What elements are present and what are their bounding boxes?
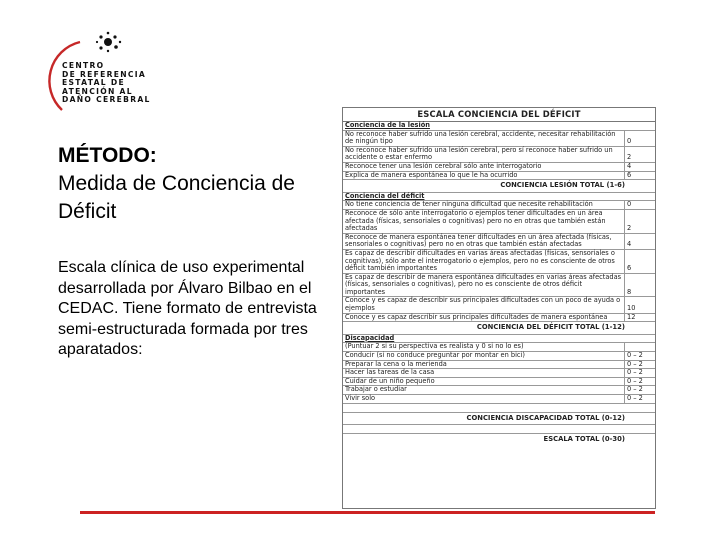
item-text: Conducir (si no conduce preguntar por montar en bici) [343,352,625,360]
section-total: CONCIENCIA LESIÓN TOTAL (1-6) [343,180,655,193]
item-text: Es capaz de describir dificultades en varias áreas afectadas (físicas, sensoriales o cognitivas), sólo ante el interrogatorio o ejemplos, pero no es consciente de otros déficit también importantes [343,250,625,273]
item-score: 2 [627,224,632,233]
table-row [343,250,655,274]
footer-rule [80,511,655,514]
table-row [343,297,655,313]
table-row [343,314,655,323]
grand-total: ESCALA TOTAL (0-30) [543,435,625,444]
section-total: CONCIENCIA DISCAPACIDAD TOTAL (0-12) [343,413,655,426]
method-title: MÉTODO: [58,144,157,167]
item-text: Conoce y es capaz describir sus principales dificultades de manera espontánea [343,314,625,322]
item-score: 8 [627,287,632,296]
section-total: CONCIENCIA DEL DÉFICIT TOTAL (1-12) [343,322,655,335]
logo-line: CENTRO [62,61,105,70]
item-text: Trabajar o estudiar [343,386,625,394]
item-score [625,343,655,351]
item-text: Es capaz de describir de manera espontánea dificultades en varias áreas afectadas (físicas, sensoriales o cognitivas), pero no es consciente de otros déficit importantes [343,274,625,297]
item-score: 0 – 2 [627,351,643,360]
method-description: Escala clínica de uso experimental desarrollada por Álvaro Bilbao en el CEDAC. Tiene formato de entrevista semi-estructurada formada por tres aparatados: [58,259,317,358]
table-row [343,147,655,163]
item-text: Hacer las tareas de la casa [343,369,625,377]
item-text: No reconoce haber sufrido una lesión cerebral, accidente, necesitar rehabilitación de ningún tipo [343,131,625,146]
item-score: 6 [627,264,632,273]
logo-line: DAÑO CEREBRAL [62,95,151,105]
item-text: No reconoce haber sufrido una lesión cerebral, pero sí reconoce haber sufrido un accidente o estar enfermo [343,147,625,162]
item-score: 0 – 2 [627,359,643,368]
item-text: Conoce y es capaz de describir sus principales dificultades con un poco de ayuda o ejemplos [343,297,625,312]
item-score: 10 [627,304,636,313]
logo-mark [96,32,121,52]
item-text: (Puntuar 2 si su perspectiva es realista y 0 si no lo es) [343,343,625,351]
spacer [343,404,655,413]
item-text: Reconoce de sólo ante interrogatorio o ejemplos tener dificultades en un área afectada (físicas, sensoriales o cognitivas) pero no en otras que también están afectadas [343,210,625,233]
item-text: Explica de manera espontánea lo que le ha ocurrido [343,172,625,180]
logo-wordmark [62,62,151,105]
item-text: Preparar la cena o la merienda [343,361,625,369]
item-text: Reconoce de manera espontánea tener dificultades en un área afectada (físicas, sensoriales o cognitivas) pero no en otras que también están afectadas [343,234,625,249]
logo-line: DE REFERENCIA [62,69,147,79]
item-score: 0 [627,200,632,209]
cedac-logo [40,28,160,118]
section-header: Discapacidad [343,335,655,344]
table-row [343,274,655,298]
item-text: Reconoce tener una lesión cerebral sólo ante interrogatorio [343,163,625,171]
item-text: Vivir solo [343,395,625,403]
item-score: 0 – 2 [627,368,643,377]
section-header: Conciencia del déficit [343,193,655,202]
item-score: 0 – 2 [627,376,643,385]
scale-title: ESCALA CONCIENCIA DEL DÉFICIT [343,108,655,122]
section-header: Conciencia de la lesión [343,122,655,131]
item-text: No tiene conciencia de tener ninguna dificultad que necesite rehabilitación [343,201,625,209]
table-row [343,172,655,181]
table-row [343,395,655,404]
item-score: 4 [627,161,632,170]
scale-table [342,107,656,509]
table-row [343,210,655,234]
table-row [343,234,655,250]
item-score: 0 – 2 [627,394,643,402]
item-score: 0 – 2 [627,385,643,394]
method-subtitle: Medida de Conciencia de Déficit [58,172,295,223]
item-score: 4 [627,240,632,249]
table-row [343,386,655,395]
spacer [343,425,655,434]
table-row [343,131,655,147]
logo-line: ESTATAL DE [62,78,125,88]
logo-line: ATENCIÓN AL [62,86,133,96]
item-score: 12 [627,312,636,321]
item-score: 6 [627,170,632,179]
item-score: 2 [627,153,632,162]
item-text: Cuidar de un niño pequeño [343,378,625,386]
item-score: 0 [627,137,632,146]
